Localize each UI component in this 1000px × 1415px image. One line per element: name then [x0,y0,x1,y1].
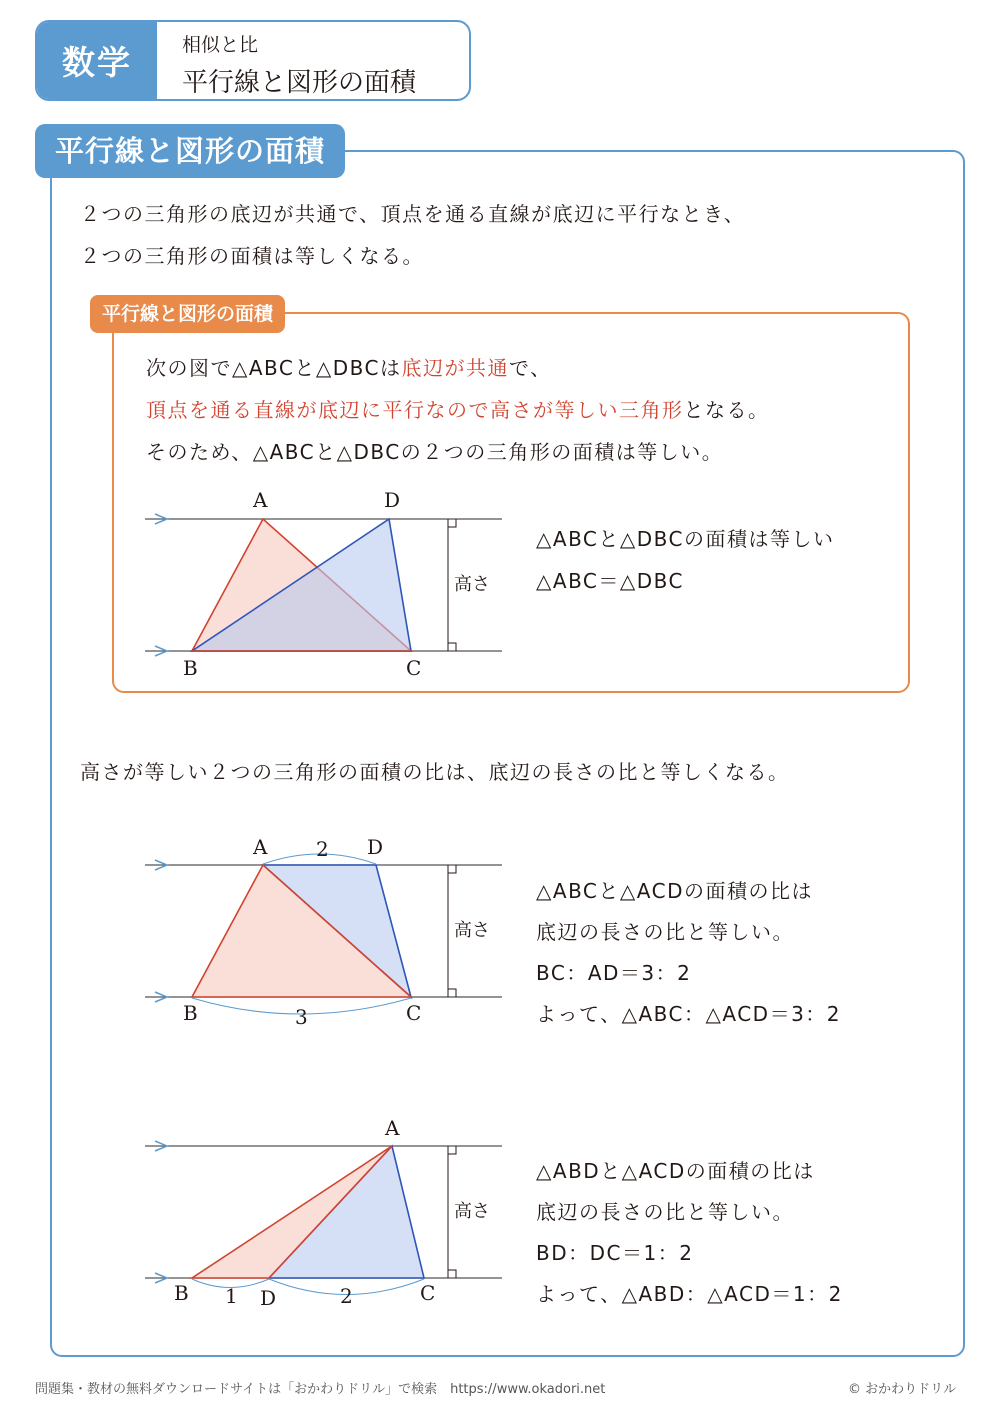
figure-2 [130,830,530,1030]
example-line-1-highlight: 底辺が共通 [401,356,510,380]
example-line-2-highlight: 頂点を通る直線が底辺に平行なので高さが等しい三角形 [146,398,684,422]
subject-label: 数学 [37,22,157,99]
figure-3-text-3: BD：DC＝1：2 [536,1241,694,1265]
figure-3-text-4: よって、△ABD：△ACD＝1：2 [536,1282,843,1306]
label-d: D [260,1286,277,1310]
example-line-1-a: 次の図で△ABCと△DBCは [146,356,402,380]
right-angle-icon [448,865,456,873]
lesson-title: 平行線と図形の面積 [182,68,417,98]
figure-2-text-2: 底辺の長さの比と等しい。 [536,920,794,944]
figure-1 [130,480,530,690]
height-label: 高さ [454,1201,490,1222]
figure-2-text-1: △ABCと△ACDの面積の比は [536,879,813,903]
right-angle-icon [448,1146,456,1154]
figure-2-text-3: BC：AD＝3：2 [536,961,692,985]
label-b: B [183,1001,198,1025]
header-box [35,20,471,101]
footer-copyright: © おかわりドリル [848,1382,957,1397]
length-ad: 2 [316,837,329,861]
ratio-intro: 高さが等しい２つの三角形の面積の比は、底辺の長さの比と等しくなる。 [80,760,790,784]
figure-3-text-2: 底辺の長さの比と等しい。 [536,1200,794,1224]
label-b: B [174,1281,189,1305]
height-label: 高さ [454,574,490,595]
example-line-3: そのため、△ABCと△DBCの２つの三角形の面積は等しい。 [146,440,724,464]
right-angle-icon [448,1270,456,1278]
label-a: A [253,835,268,859]
label-a: A [253,488,268,512]
figure-2-text-4: よって、△ABC：△ACD＝3：2 [536,1002,842,1026]
label-c: C [406,656,422,680]
length-bc: 3 [295,1005,308,1029]
example-note-1: △ABCと△DBCの面積は等しい [536,527,835,551]
section-tab: 平行線と図形の面積 [35,124,345,178]
example-line-1 [146,352,552,381]
length-dc: 2 [340,1284,353,1308]
label-d: D [367,835,384,859]
example-line-2-b: となる。 [683,398,770,422]
label-d: D [384,488,401,512]
figure-3 [130,1110,530,1310]
label-a: A [385,1116,400,1140]
label-c: C [406,1001,422,1025]
example-tab: 平行線と図形の面積 [90,295,285,333]
intro-line-2: ２つの三角形の面積は等しくなる。 [80,244,424,268]
label-b: B [183,656,198,680]
unit-title: 相似と比 [182,34,259,56]
example-line-1-b: で、 [509,356,552,380]
footer-site-info: 問題集・教材の無料ダウンロードサイトは「おかわりドリル」で検索 https://www.okadori.net [35,1382,606,1397]
triangle-dbc [192,519,411,651]
length-bd: 1 [225,1284,238,1308]
right-angle-icon [448,643,456,651]
example-note-2: △ABC＝△DBC [536,569,685,593]
intro-line-1: ２つの三角形の底辺が共通で、頂点を通る直線が底辺に平行なとき、 [80,202,746,226]
right-angle-icon [448,989,456,997]
label-c: C [420,1281,436,1305]
height-label: 高さ [454,920,490,941]
example-line-2 [146,394,770,423]
right-angle-icon [448,519,456,527]
figure-3-text-1: △ABDと△ACDの面積の比は [536,1159,815,1183]
